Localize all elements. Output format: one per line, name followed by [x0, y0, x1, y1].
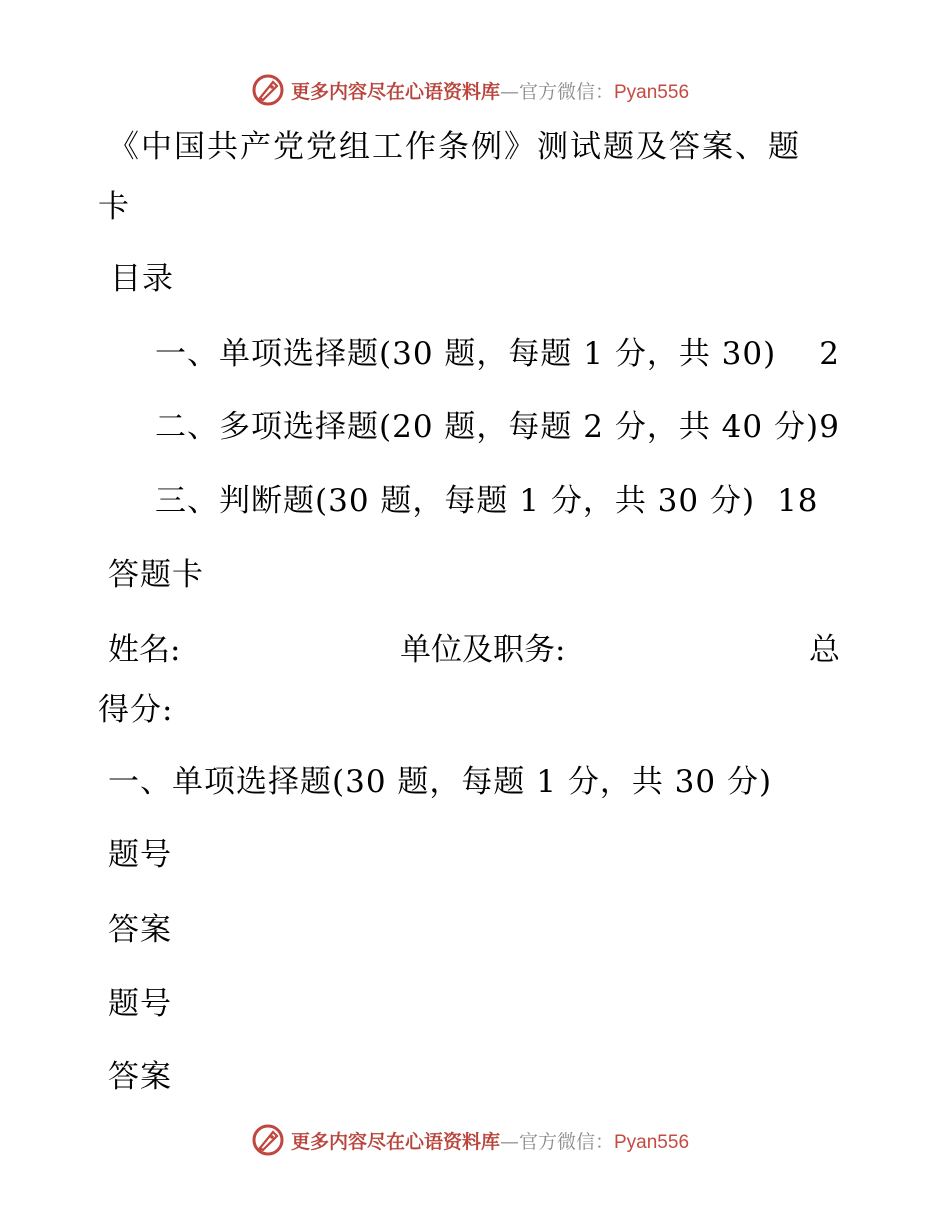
toc-heading: 目录 [110, 261, 174, 297]
question-number-row-label: 题号 [108, 837, 172, 873]
unit-position-field-label: 单位及职务: [400, 632, 566, 668]
toc-item-page: 9 [819, 409, 840, 445]
document-title-line-2: 卡 [98, 189, 130, 225]
toc-item-page: 18 [777, 483, 819, 519]
pen-nib-logo-icon [251, 73, 285, 107]
answer-card-heading: 答题卡 [108, 557, 204, 593]
total-score-label-part-1: 总 [809, 632, 840, 668]
header-watermark-banner [0, 70, 950, 110]
toc-item-true-false[interactable] [155, 481, 819, 521]
total-score-label-part-2: 得分: [98, 692, 174, 728]
toc-item-multiple-choice[interactable] [155, 407, 840, 447]
banner-content [251, 73, 689, 107]
document-title-line-1: 《中国共产党党组工作条例》测试题及答案、题 [108, 129, 801, 165]
toc-item-label: 二、多项选择题(20 题，每题 2 分，共 40 分) [155, 409, 820, 445]
banner-text: 更多内容尽在心语资料库—官方微信：Pyan556 [290, 1130, 690, 1153]
section-single-choice-heading: 一、单项选择题(30 题，每题 1 分，共 30 分) [108, 764, 773, 800]
toc-item-page: 2 [819, 336, 840, 372]
toc-item-label: 三、判断题(30 题，每题 1 分，共 30 分) [155, 483, 756, 519]
toc-item-single-choice[interactable] [155, 334, 840, 374]
question-number-row-label: 题号 [108, 986, 172, 1022]
name-field-label: 姓名: [108, 632, 181, 668]
toc-item-label: 一、单项选择题(30 题，每题 1 分，共 30) [155, 336, 777, 372]
info-fields-row [108, 630, 840, 670]
pen-nib-logo-icon [251, 1123, 285, 1157]
answer-row-label: 答案 [108, 912, 172, 948]
banner-text: 更多内容尽在心语资料库—官方微信：Pyan556 [290, 80, 690, 103]
banner-content [251, 1123, 689, 1157]
footer-watermark-banner [0, 1120, 950, 1160]
answer-row-label: 答案 [108, 1059, 172, 1095]
